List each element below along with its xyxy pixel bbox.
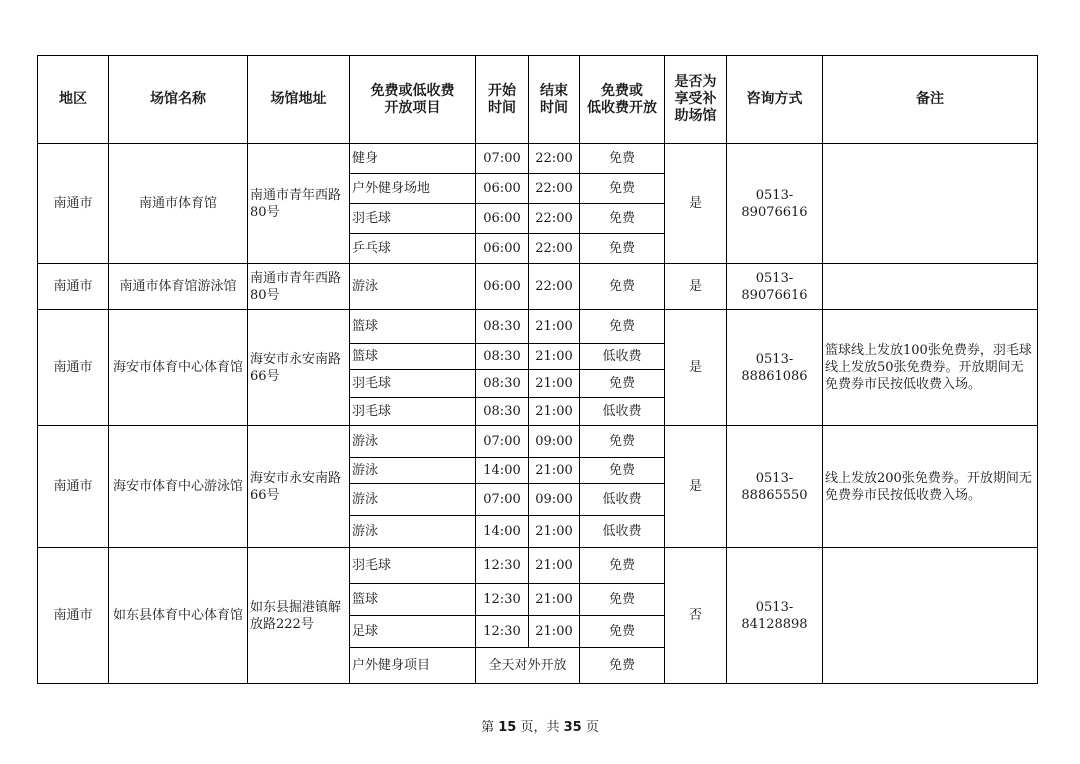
fee-type-cell: 低收费 — [580, 516, 665, 548]
project-cell: 羽毛球 — [350, 370, 476, 398]
address-cell: 如东县掘港镇解放路222号 — [248, 548, 350, 684]
project-cell: 健身 — [350, 144, 476, 174]
project-cell: 乒乓球 — [350, 234, 476, 264]
end-time-cell: 21:00 — [529, 370, 580, 398]
header-cell: 免费或低收费 开放项目 — [350, 56, 476, 144]
project-cell: 游泳 — [350, 484, 476, 516]
end-time-cell: 21:00 — [529, 616, 580, 648]
footer-middle: 页，共 — [516, 720, 564, 735]
start-time-cell: 06:00 — [476, 204, 529, 234]
project-cell: 游泳 — [350, 264, 476, 310]
address-cell: 海安市永安南路66号 — [248, 426, 350, 548]
end-time-cell: 22:00 — [529, 174, 580, 204]
subsidy-cell: 是 — [665, 426, 727, 548]
project-cell: 羽毛球 — [350, 398, 476, 426]
address-cell: 南通市青年西路80号 — [248, 264, 350, 310]
fee-type-cell: 免费 — [580, 648, 665, 684]
venue-name-cell: 海安市体育中心体育馆 — [109, 310, 248, 426]
note-cell: 线上发放200张免费券。开放期间无免费券市民按低收费入场。 — [823, 426, 1038, 548]
start-time-cell: 12:30 — [476, 548, 529, 584]
end-time-cell: 22:00 — [529, 144, 580, 174]
region-cell: 南通市 — [38, 144, 109, 264]
start-time-cell: 12:30 — [476, 616, 529, 648]
fee-type-cell: 低收费 — [580, 484, 665, 516]
address-cell: 海安市永安南路66号 — [248, 310, 350, 426]
header-cell: 备注 — [823, 56, 1038, 144]
start-time-cell: 06:00 — [476, 264, 529, 310]
end-time-cell: 09:00 — [529, 484, 580, 516]
fee-type-cell: 免费 — [580, 458, 665, 484]
start-time-cell: 08:30 — [476, 370, 529, 398]
start-time-cell: 12:30 — [476, 584, 529, 616]
subsidy-cell: 是 — [665, 264, 727, 310]
header-row — [38, 56, 1038, 144]
project-cell: 游泳 — [350, 458, 476, 484]
region-cell: 南通市 — [38, 426, 109, 548]
region-cell: 南通市 — [38, 310, 109, 426]
fee-type-cell: 免费 — [580, 264, 665, 310]
subsidy-cell: 是 — [665, 144, 727, 264]
fee-type-cell: 免费 — [580, 548, 665, 584]
start-time-cell: 08:30 — [476, 310, 529, 344]
project-cell: 户外健身场地 — [350, 174, 476, 204]
table-row — [38, 310, 1038, 344]
start-time-cell: 14:00 — [476, 458, 529, 484]
venue-name-cell: 如东县体育中心体育馆 — [109, 548, 248, 684]
fee-type-cell: 低收费 — [580, 398, 665, 426]
note-cell — [823, 144, 1038, 264]
note-cell — [823, 264, 1038, 310]
header-cell: 是否为 享受补 助场馆 — [665, 56, 727, 144]
header-cell: 开始 时间 — [476, 56, 529, 144]
end-time-cell: 21:00 — [529, 344, 580, 370]
table-row — [38, 264, 1038, 310]
header-cell: 免费或 低收费开放 — [580, 56, 665, 144]
fee-type-cell: 免费 — [580, 616, 665, 648]
project-cell: 篮球 — [350, 310, 476, 344]
note-cell: 篮球线上发放100张免费券，羽毛球线上发放50张免费券。开放期间无免费券市民按低收费入场。 — [823, 310, 1038, 426]
end-time-cell: 22:00 — [529, 204, 580, 234]
header-cell: 场馆地址 — [248, 56, 350, 144]
end-time-cell: 22:00 — [529, 264, 580, 310]
fee-type-cell: 免费 — [580, 310, 665, 344]
project-cell: 游泳 — [350, 516, 476, 548]
start-time-cell: 14:00 — [476, 516, 529, 548]
project-cell: 足球 — [350, 616, 476, 648]
fee-type-cell: 免费 — [580, 584, 665, 616]
end-time-cell: 21:00 — [529, 398, 580, 426]
venue-name-cell: 海安市体育中心游泳馆 — [109, 426, 248, 548]
note-cell — [823, 548, 1038, 684]
fee-type-cell: 免费 — [580, 370, 665, 398]
venue-table — [37, 55, 1038, 684]
subsidy-cell: 是 — [665, 310, 727, 426]
venue-name-cell: 南通市体育馆 — [109, 144, 248, 264]
contact-cell: 0513-88865550 — [727, 426, 823, 548]
table-row — [38, 426, 1038, 458]
project-cell: 篮球 — [350, 584, 476, 616]
venue-name-cell: 南通市体育馆游泳馆 — [109, 264, 248, 310]
header-cell: 咨询方式 — [727, 56, 823, 144]
end-time-cell: 22:00 — [529, 234, 580, 264]
start-time-cell: 06:00 — [476, 174, 529, 204]
contact-cell: 0513-84128898 — [727, 548, 823, 684]
end-time-cell: 21:00 — [529, 584, 580, 616]
all-day-cell: 全天对外开放 — [476, 648, 580, 684]
start-time-cell: 07:00 — [476, 426, 529, 458]
footer-prefix: 第 — [481, 720, 499, 735]
fee-type-cell: 免费 — [580, 234, 665, 264]
region-cell: 南通市 — [38, 548, 109, 684]
fee-type-cell: 低收费 — [580, 344, 665, 370]
project-cell: 羽毛球 — [350, 548, 476, 584]
end-time-cell: 21:00 — [529, 548, 580, 584]
page-footer — [0, 716, 1080, 735]
project-cell: 游泳 — [350, 426, 476, 458]
end-time-cell: 21:00 — [529, 310, 580, 344]
contact-cell: 0513-88861086 — [727, 310, 823, 426]
header-cell: 场馆名称 — [109, 56, 248, 144]
current-page-number: 15 — [498, 720, 517, 735]
end-time-cell: 21:00 — [529, 458, 580, 484]
contact-cell: 0513-89076616 — [727, 264, 823, 310]
footer-suffix: 页 — [581, 720, 599, 735]
start-time-cell: 08:30 — [476, 344, 529, 370]
start-time-cell: 06:00 — [476, 234, 529, 264]
end-time-cell: 21:00 — [529, 516, 580, 548]
total-page-count: 35 — [563, 720, 582, 735]
fee-type-cell: 免费 — [580, 426, 665, 458]
header-cell: 地区 — [38, 56, 109, 144]
fee-type-cell: 免费 — [580, 144, 665, 174]
start-time-cell: 07:00 — [476, 144, 529, 174]
header-cell: 结束 时间 — [529, 56, 580, 144]
end-time-cell: 09:00 — [529, 426, 580, 458]
region-cell: 南通市 — [38, 264, 109, 310]
subsidy-cell: 否 — [665, 548, 727, 684]
project-cell: 羽毛球 — [350, 204, 476, 234]
start-time-cell: 08:30 — [476, 398, 529, 426]
project-cell: 篮球 — [350, 344, 476, 370]
project-cell: 户外健身项目 — [350, 648, 476, 684]
address-cell: 南通市青年西路80号 — [248, 144, 350, 264]
fee-type-cell: 免费 — [580, 204, 665, 234]
table-row — [38, 548, 1038, 584]
contact-cell: 0513-89076616 — [727, 144, 823, 264]
fee-type-cell: 免费 — [580, 174, 665, 204]
start-time-cell: 07:00 — [476, 484, 529, 516]
table-row — [38, 144, 1038, 174]
